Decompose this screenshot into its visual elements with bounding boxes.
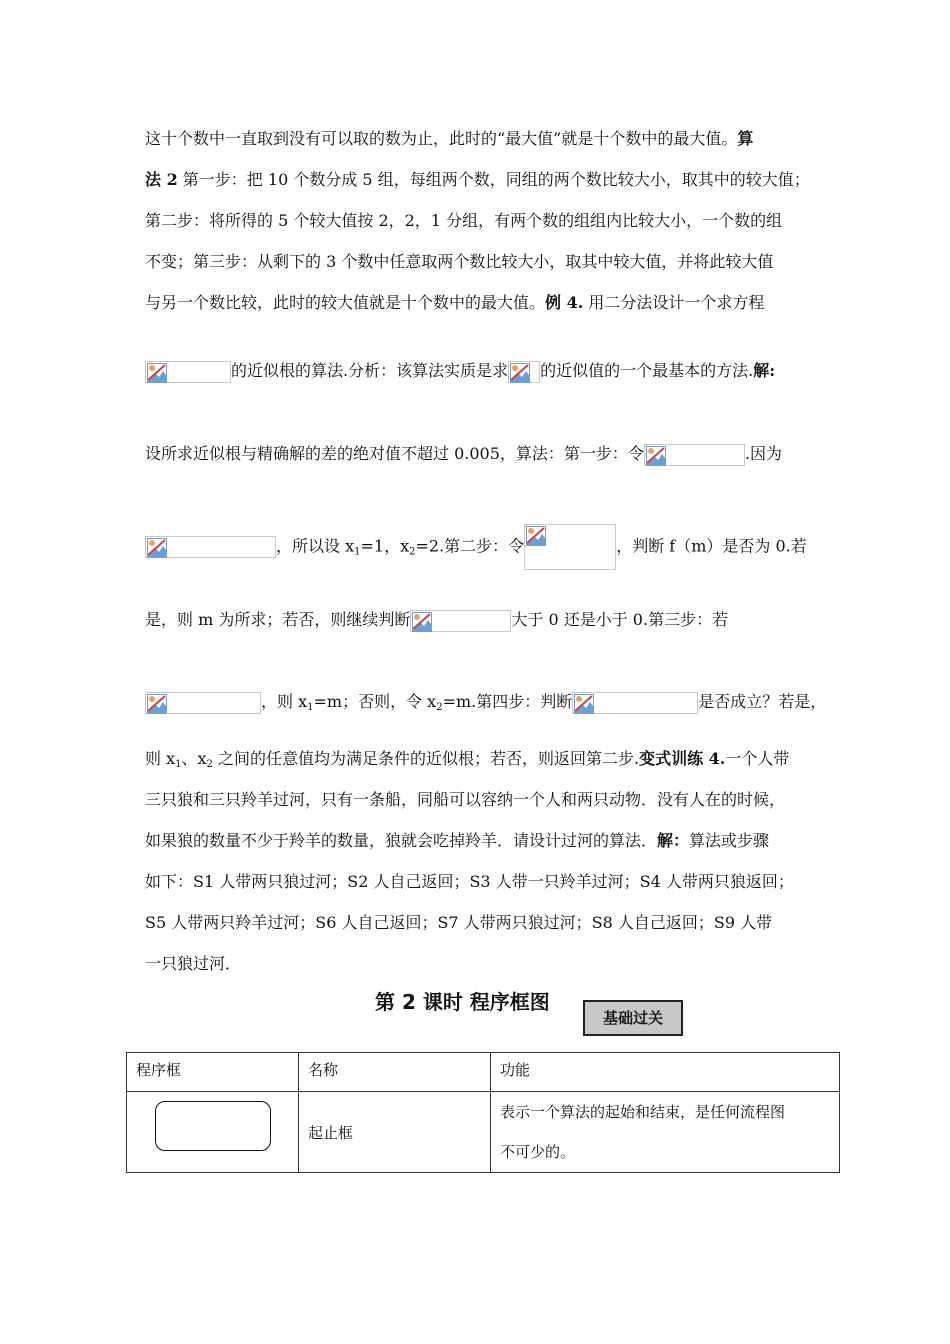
equation-image: [145, 692, 261, 714]
table-row: [127, 1092, 840, 1173]
text-line: S5 人带两只羚羊过河；S6 人自己返回；S7 人带两只狼过河；S8 人自己返回；S9 人带: [145, 913, 773, 932]
table-header-cell: 功能: [491, 1053, 840, 1092]
text-line: 如果狼的数量不少于羚羊的数量，狼就会吃掉羚羊．请设计过河的算法．解：算法或步骤: [145, 831, 770, 850]
text-line: 与另一个数比较，此时的较大值就是十个数中的最大值。例 4. 用二分法设计一个求方程: [145, 293, 765, 312]
broken-image-icon: [526, 526, 546, 546]
equation-image: [145, 536, 276, 558]
equation-image: [508, 361, 540, 383]
broken-image-icon: [574, 694, 594, 714]
broken-image-icon: [147, 363, 167, 383]
section-title: 第 2 课时 程序框图: [375, 990, 550, 1014]
equation-image: [145, 361, 231, 383]
text-line: 法 2 第一步：把 10 个数分成 5 组，每组两个数，同组的两个数比较大小，取其中的较大值；: [145, 170, 810, 189]
text-line: ，所以设 $x_1=1$，$x_2=2$.第二步：令 ，判断 f（m）是否为 0.若: [145, 524, 807, 570]
equation-image: [524, 524, 616, 570]
broken-image-icon: [147, 538, 167, 558]
text-line: 则 $x_1$、$x_2$ 之间的任意值均为满足条件的近似根；若否，则返回第二步.变式训练 4.一个人带: [145, 749, 790, 770]
table-header-row: [127, 1053, 840, 1092]
flowchart-symbol-table: [126, 1052, 840, 1173]
text-line: 如下：S1 人带两只狼过河；S2 人自己返回；S3 人带一只羚羊过河；S4 人带两只狼返回；: [145, 872, 794, 891]
function-text: 不可少的。: [500, 1143, 576, 1161]
broken-image-icon: [412, 612, 432, 632]
text-line: 这十个数中一直取到没有可以取的数为止，此时的“最大值”就是十个数中的最大值。算: [145, 129, 754, 148]
table-header-cell: 名称: [299, 1053, 491, 1092]
terminal-symbol-shape: [155, 1101, 271, 1151]
equation-image: [410, 610, 511, 632]
text-line: 是，则 m 为所求；若否，则继续判断 大于 0 还是小于 0.第三步：若: [145, 607, 728, 632]
broken-image-icon: [510, 363, 530, 383]
section-badge: 基础过关: [583, 1000, 683, 1036]
text-line: 设所求近似根与精确解的差的绝对值不超过 0.005，算法：第一步：令 .因为: [145, 441, 782, 466]
broken-image-icon: [646, 446, 666, 466]
equation-image: [572, 692, 698, 714]
text-line: 第二步：将所得的 5 个较大值按 2，2，1 分组，有两个数的组组内比较大小，一个数的组: [145, 211, 783, 230]
table-cell-symbol: [127, 1092, 299, 1173]
table-cell-name: 起止框: [299, 1092, 491, 1173]
text-line: ，则 $x_1=m$；否则，令 $x_2=m$.第四步：判断 是否成立？若是，: [145, 689, 826, 714]
text-line: 一只狼过河．: [145, 954, 242, 973]
table-header-cell: 程序框: [127, 1053, 299, 1092]
equation-image: [644, 444, 745, 466]
text-line: 的近似根的算法.分析：该算法实质是求 的近似值的一个最基本的方法.解:: [145, 358, 775, 383]
table-cell-function: [491, 1092, 840, 1173]
text-line: 三只狼和三只羚羊过河，只有一条船，同船可以容纳一个人和两只动物．没有人在的时候，: [145, 790, 786, 809]
broken-image-icon: [147, 694, 167, 714]
text-line: 不变；第三步：从剩下的 3 个数中任意取两个数比较大小，取其中较大值，并将此较大值: [145, 252, 774, 271]
function-text: 表示一个算法的起始和结束，是任何流程图: [500, 1103, 786, 1121]
